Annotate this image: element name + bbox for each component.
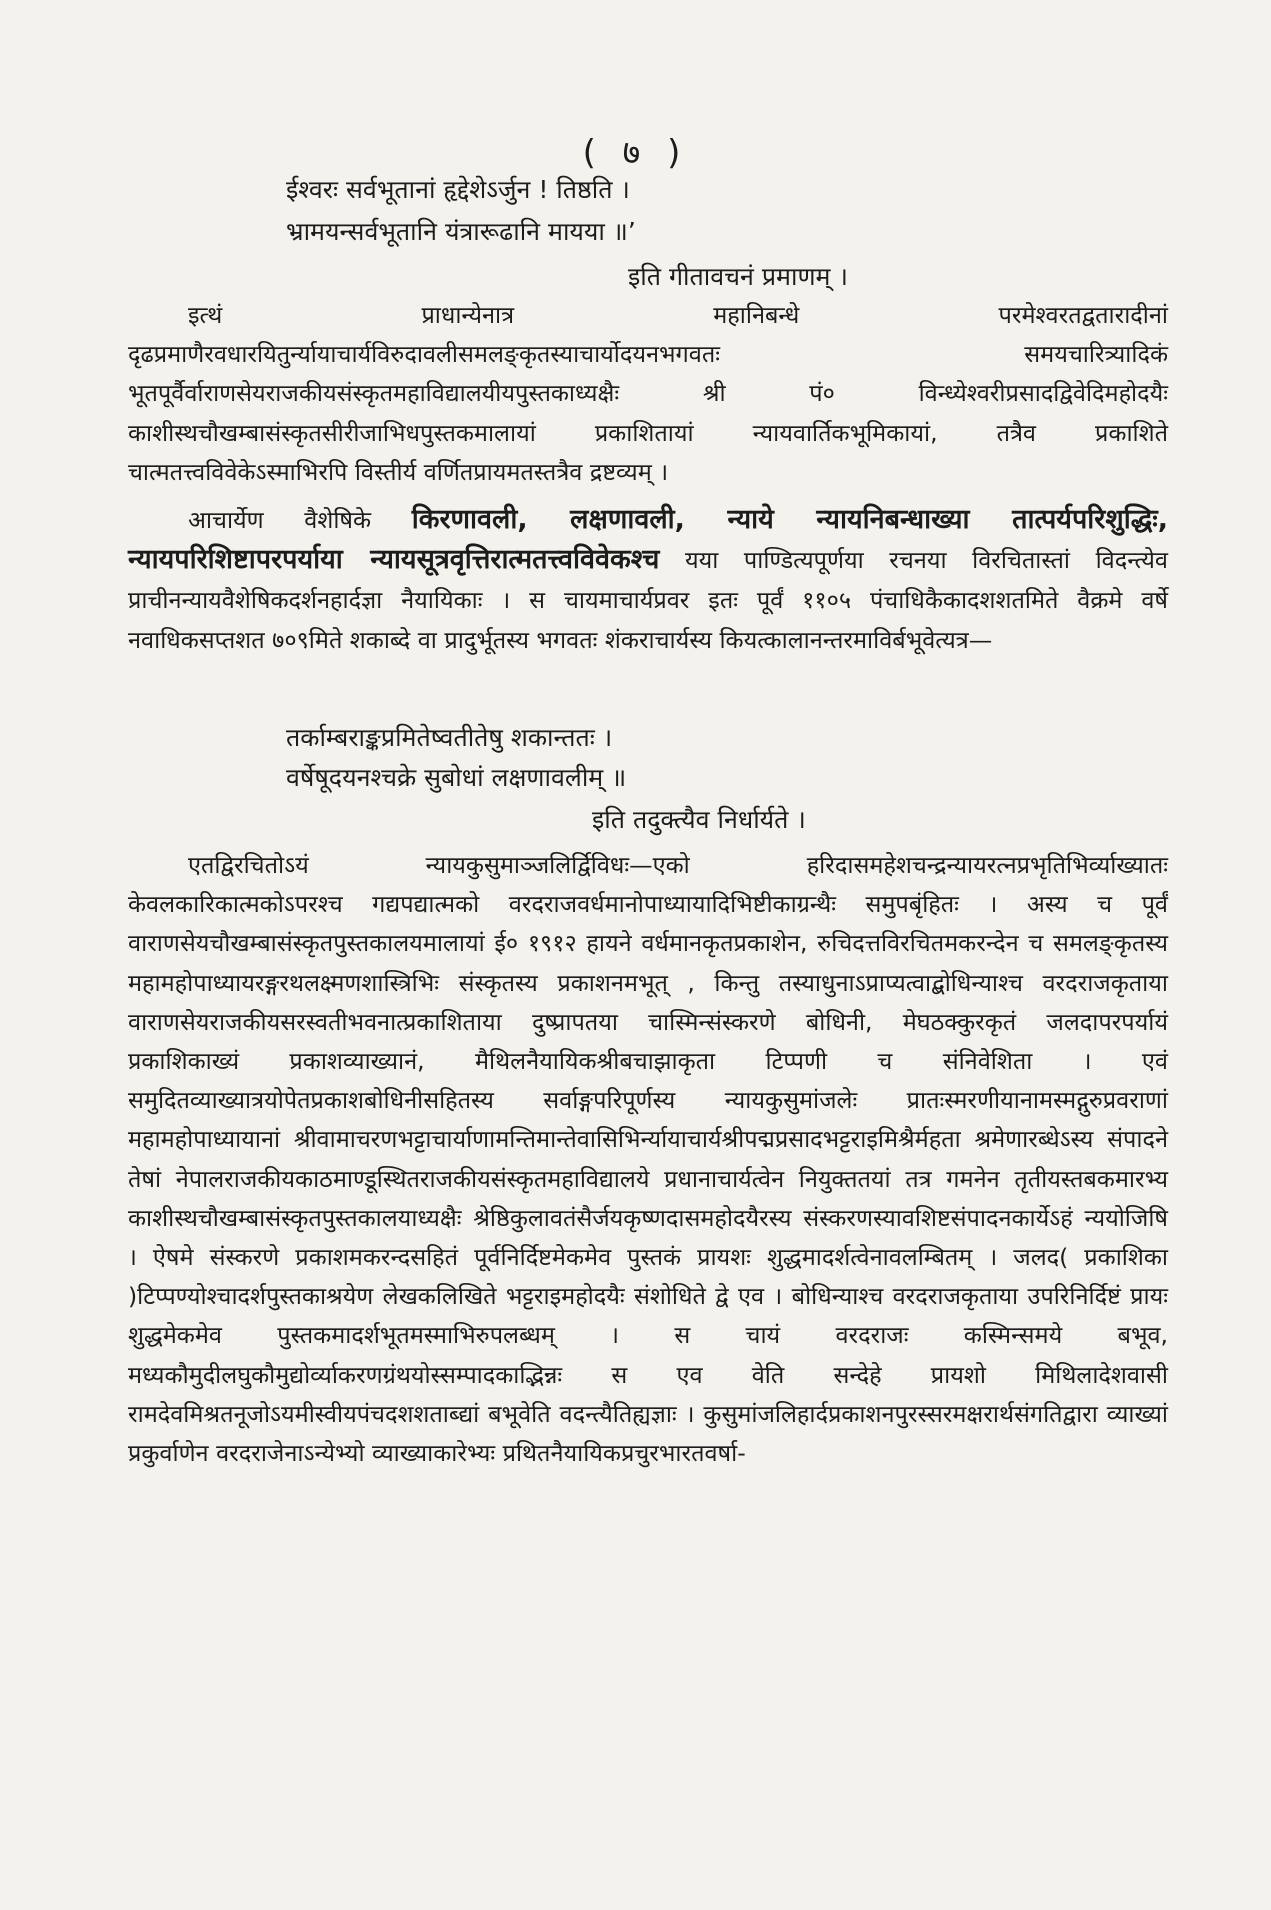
paragraph-2: [128, 500, 1168, 660]
gita-verse-line-2: भ्रामयन्सर्वभूतानि यंत्रारूढानि मायया ॥’: [286, 217, 636, 246]
gita-verse-line-1: ईश्वरः सर्वभूतानां हृद्देशेऽर्जुन ! तिष्ठति ।: [286, 175, 630, 204]
paragraph-2-works: किरणावली, लक्षणावली, न्याये न्यायनिबन्धाख्या तात्पर्यपरिशुद्धिः, न्यायपरिशिष्टापरपर्याया न्यायसूत्रवृत्तिरात्मतत्त्वविवेकश्च: [128, 504, 1168, 575]
paragraph-3-text: एतद्विरचितोऽयं न्यायकुसुमाञ्जलिर्द्विविधः—एको हरिदासमहेशचन्द्रन्यायरत्नप्रभृतिभिर्व्याख्यातः केवलकारिकात्मकोऽपरश्च गद्यपद्यात्मको वरदराजवर्धमानोपाध्यायादिभिष्टीकाग्रन्थैः समुपबृंहितः । अस्य च पूर्वं वाराणसेयचौखम्बासंस्कृतपुस्तकालयमालायां ई० १९१२ हायने वर्धमानकृतप्रकाशेन, रुचिदत्तविरचितमकरन्देन च समलङ्कृतस्य महामहोपाध्यायरङ्गरथलक्ष्मणशास्त्रिभिः संस्कृतस्य प्रकाशनमभूत् , किन्तु तस्याधुनाऽप्राप्यत्वाद्बोधिन्याश्च वरदराजकृताया वाराणसेयराजकीयसरस्वतीभवनात्प्रकाशिताया दुष्प्रापतया चास्मिन्संस्करणे बोधिनी, मेघठक्कुरकृतं जलदापरपर्यायं प्रकाशिकाख्यं प्रकाशव्याख्यानं, मैथिलनैयायिकश्रीबचाझाकृता टिप्पणी च संनिवेशिता । एवं समुदितव्याख्यात्रयोपेतप्रकाशबोधिनीसहितस्य सर्वाङ्गपरिपूर्णस्य न्यायकुसुमांजलेः प्रातःस्मरणीयानामस्मद्गुरुप्रवराणां महामहोपाध्यायानां श्रीवामाचरणभट्टाचार्याणामन्तिमान्तेवासिभिर्न्यायाचार्यश्रीपद्मप्रसादभट्टराइमिश्रैर्महता श्रमेणारब्धेऽस्य संपादने तेषां नेपालराजकीयकाठमाण्डूस्थितराजकीयसंस्कृतमहाविद्यालये प्रधानाचार्यत्वेन नियुक्ततयां तत्र गमनेन तृतीयस्तबकमारभ्य काशीस्थचौखम्बासंस्कृतपुस्तकालयाध्यक्षैः श्रेष्ठिकुलावतंसैर्जयकृष्णदासमहोदयैरस्य संस्करणस्यावशिष्टसंपादनकार्येऽहं न्ययोजिषि । ऐषमे संस्करणे प्रकाशमकरन्दसहितं पूर्वनिर्दिष्टमेकमेव पुस्तकं प्रायशः शुद्धमादर्शत्वेनावलम्बितम् । जलद( प्रकाशिका )टिप्पण्योश्चादर्शपुस्तकाश्रयेण लेखकलिखिते भट्टराइमहोदयैः संशोधिते द्वे एव । बोधिन्याश्च वरदराजकृताया उपरिनिर्दिष्टं प्रायः शुद्धमेकमेव पुस्तकमादर्शभूतमस्माभिरुपलब्धम् । स चायं वरदराजः कस्मिन्समये बभूव, मध्यकौमुदीलघुकौमुद्योर्व्याकरणग्रंथयोस्सम्पादकाद्भिन्नः स एव वेति सन्देहे प्रायशो मिथिलादेशवासी रामदेवमिश्रतनूजोऽयमीस्वीयपंचदशशताब्द्यां बभूवेति वदन्त्यैतिह्यज्ञाः । कुसुमांजलिहार्दप्रकाशनपुरस्सरमक्षरार्थसंगतिद्वारा व्याख्यां प्रकुर्वाणेन वरदराजेनाऽन्येभ्यो व्याख्याकारेभ्यः प्रथितनैयायिकप्रचुरभारतवर्षा-: [128, 851, 1168, 1468]
paragraph-1-text: इत्थं प्राधान्येनात्र महानिबन्धे परमेश्वरतद्वतारादीनां दृढप्रमाणैरवधारयितुर्न्यायाचार्यविरुदावलीसमलङ्कृतस्याचार्योदयनभगवतः समयचारित्र्यादिकं भूतपूर्वैर्वाराणसेयराजकीयसंस्कृतमहाविद्यालयीयपुस्तकाध्यक्षैः श्री पं० विन्ध्येश्वरीप्रसादद्विवेदिमहोदयैः काशीस्थचौखम्बासंस्कृतसीरीजाभिधपुस्तकमालायां प्रकाशितायां न्यायवार्तिकभूमिकायां, तत्रैव प्रकाशिते चात्मतत्त्वविवेकेऽस्माभिरपि विस्तीर्य वर्णितप्रायमतस्तत्रैव द्रष्टव्यम् ।: [128, 301, 1168, 486]
paragraph-2-rest: यया पाण्डित्यपूर्णया रचनया विरचितास्तां विदन्त्येव प्राचीनन्यायवैशेषिकदर्शनहार्दज्ञा नैयायिकाः । स चायमाचार्यप्रवर इतः पूर्वं ११०५ पंचाधिकैकादशशतमिते वैक्रमे वर्षे नवाधिकसप्तशत ७०९मिते शकाब्दे वा प्रादुर्भूतस्य भगवतः शंकराचार्यस्य कियत्कालानन्तरमाविर्बभूवेत्यत्र—: [128, 546, 1168, 654]
verse-2-line-1: तर्काम्बराङ्कप्रमितेष्वतीतेषु शकान्ततः ।: [286, 723, 613, 752]
paragraph-2-lead: आचार्येण वैशेषिके: [188, 506, 372, 534]
verse-2-source: इति तदुक्त्यैव निर्धार्यते ।: [592, 805, 806, 834]
verse-2-line-2: वर्षेषूदयनश्चक्रे सुबोधां लक्षणावलीम् ॥: [286, 763, 627, 792]
page-number: ( ७ ): [582, 133, 689, 173]
paragraph-1: [128, 296, 1168, 492]
gita-source: इति गीतावचनं प्रमाणम् ।: [628, 262, 848, 291]
paragraph-3: [128, 846, 1168, 1473]
